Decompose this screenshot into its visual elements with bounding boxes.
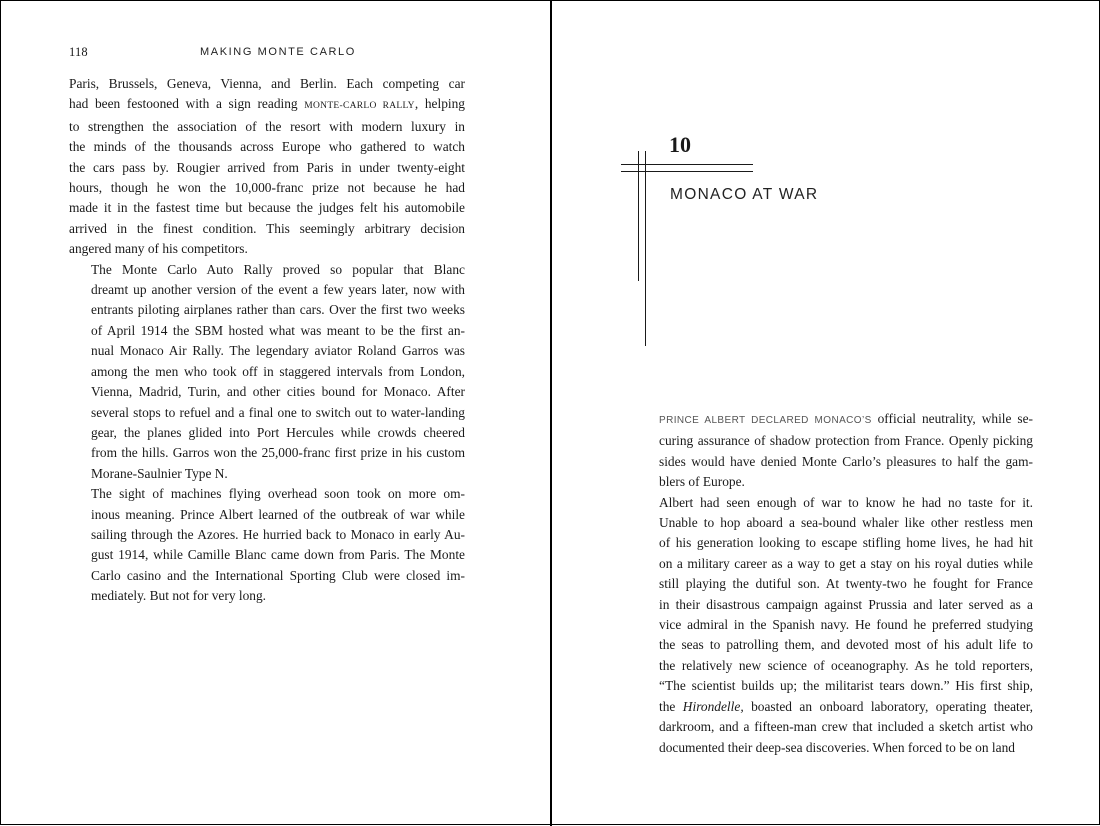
ornament-vertical-rule-long	[645, 151, 646, 346]
text-line: darkroom, and a fifteen-man crew that included a sketch artist who	[659, 719, 1033, 735]
text-line: gust 1914, while Camille Blanc came down from Paris. The Monte	[91, 547, 465, 563]
text-line: nual Monaco Air Rally. The legendary aviator Roland Garros was	[91, 343, 465, 359]
ship-name-italic: Hirondelle,	[682, 698, 744, 714]
running-title: MAKING MONTE CARLO	[200, 46, 356, 58]
text-line: Unable to hop aboard a sea-bound whaler like other restless men	[659, 515, 1033, 531]
ornament-horizontal-rule-bottom	[621, 171, 753, 172]
text-line: the Hirondelle, boasted an onboard laboratory, operating theater,	[659, 698, 1033, 714]
right-body-text	[637, 409, 1033, 758]
text-line: Paris, Brussels, Geneva, Vienna, and Berlin. Each competing car	[69, 76, 465, 91]
text-line: of April 1914 the SBM hosted what was meant to be the first an-	[91, 322, 465, 338]
text-line: still playing the dutiful son. At twenty-two he fought for France	[659, 576, 1033, 592]
text-line: angered many of his competitors.	[69, 241, 248, 257]
paragraph	[637, 493, 1033, 758]
text-line: from the hills. Garros won the 25,000-franc first prize in his custom	[91, 445, 465, 461]
text-line: Albert had seen enough of war to know he had no taste for it.	[659, 494, 1033, 510]
ornament-horizontal-rule-top	[621, 164, 753, 165]
running-head	[69, 45, 465, 61]
page-number: 118	[69, 45, 88, 59]
chapter-title: MONACO AT WAR	[670, 186, 819, 203]
text-line: entrants piloting airplanes rather than cars. Over the first two weeks	[91, 302, 465, 318]
text-line: PRINCE ALBERT DECLARED MONACO’S official neutrality, while se-	[659, 411, 1034, 426]
text-line: vice admiral in the Spanish navy. He found he preferred studying	[659, 617, 1033, 633]
text-line: documented their deep-sea discoveries. When forced to be on land	[659, 739, 1015, 755]
paragraph	[69, 484, 465, 606]
text-line: sides would have denied Monte Carlo’s pleasures to half the gam-	[659, 453, 1033, 469]
paragraph	[637, 409, 1033, 493]
text-line: had been festooned with a sign reading MONTE-CARLO RALLY, helping	[69, 96, 465, 112]
right-page	[552, 1, 1100, 826]
text-line: dreamt up another version of the event a few years later, now with	[91, 282, 465, 298]
text-line: The sight of machines flying overhead soon took on more om-	[91, 486, 465, 502]
paragraph	[69, 260, 465, 484]
text-line: on a military career as a way to get a stay on his royal duties while	[659, 555, 1033, 571]
left-body-text	[69, 74, 465, 607]
text-line: Morane-Saulnier Type N.	[91, 465, 228, 481]
text-line: mediately. But not for very long.	[91, 588, 267, 604]
text-line: Carlo casino and the International Sporting Club were closed im-	[91, 567, 465, 583]
text-line: curing assurance of shadow protection from France. Openly picking	[659, 433, 1033, 449]
text-line: the minds of the thousands across Europe who gathered to watch	[69, 139, 465, 155]
text-line: blers of Europe.	[659, 474, 745, 490]
text-line: among the men who took off in staggered intervals from London,	[91, 363, 465, 379]
text-line: several stops to refuel and a final one to switch out to water-landing	[91, 404, 465, 420]
text-line: made it in the fastest time but because the judges felt his automobile	[69, 200, 465, 216]
paragraph	[69, 74, 465, 260]
text-line: hours, though he won the 10,000-franc prize not because he had	[69, 180, 465, 196]
text-line: the relatively new science of oceanography. As he told reporters,	[659, 657, 1033, 673]
text-line: inous meaning. Prince Albert learned of the outbreak of war while	[91, 506, 465, 522]
text-line: The Monte Carlo Auto Rally proved so popular that Blanc	[91, 261, 465, 277]
text-line: of his generation looking to escape stifling home lives, he had hit	[659, 535, 1033, 551]
text-line: “The scientist builds up; the militarist tears down.” His first ship,	[659, 678, 1033, 694]
text-line: in their disastrous campaign against Prussia and later served as a	[659, 596, 1033, 612]
text-line: the seas to patrolling them, and devoted most of his adult life to	[659, 637, 1033, 653]
chapter-number: 10	[669, 132, 691, 157]
text-line: to strengthen the association of the resort with modern luxury in	[69, 118, 465, 134]
small-caps-text: MONTE-CARLO RALLY	[304, 101, 415, 112]
text-line: the cars pass by. Rougier arrived from Paris in under twenty-eight	[69, 159, 465, 175]
text-line: sailing through the Azores. He hurried back to Monaco in early Au-	[91, 526, 465, 542]
text-line: gear, the planes glided into Port Hercules while crowds cheered	[91, 424, 465, 440]
left-page	[1, 1, 550, 826]
chapter-opening-caps: PRINCE ALBERT DECLARED MONACO’S	[659, 415, 872, 426]
text-line: arrived in the finest condition. This seemingly arbitrary decision	[69, 220, 465, 236]
text-line: Vienna, Madrid, Turin, and other cities bound for Monaco. After	[91, 384, 465, 400]
